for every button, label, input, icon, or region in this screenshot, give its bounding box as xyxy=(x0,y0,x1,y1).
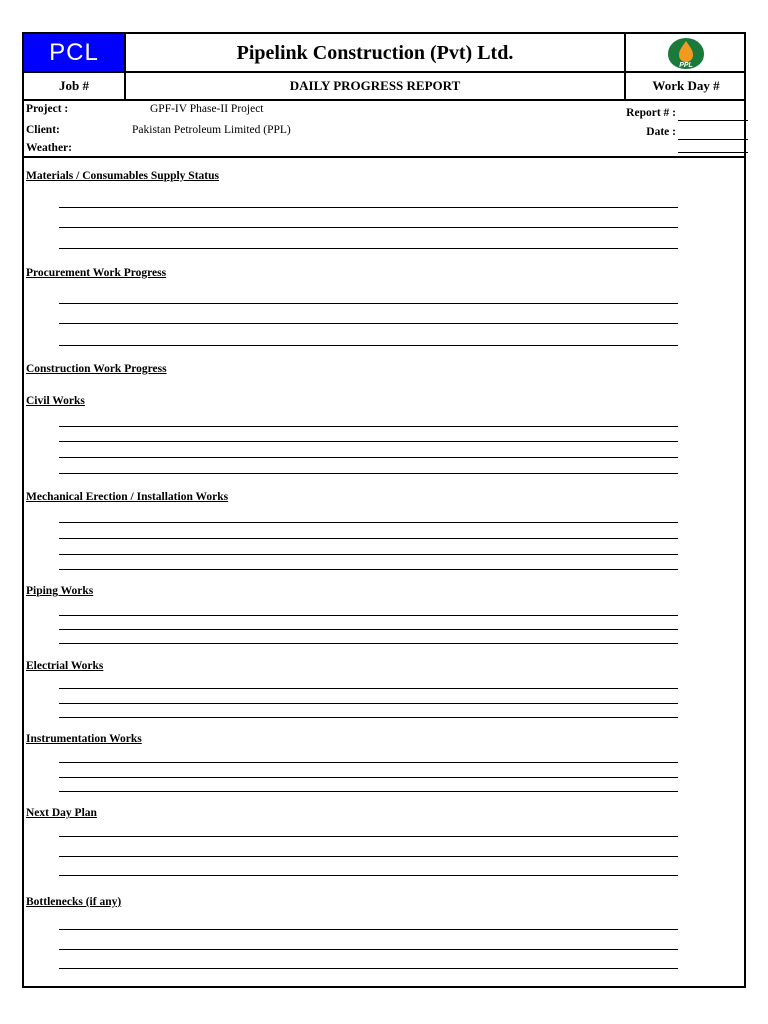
section-civil: Civil Works xyxy=(26,395,85,407)
entry-line[interactable] xyxy=(59,303,678,304)
date-label: Date : xyxy=(646,126,676,138)
entry-line[interactable] xyxy=(59,227,678,228)
job-label-text: Job # xyxy=(59,78,89,93)
entry-line[interactable] xyxy=(59,569,678,570)
work-day-label xyxy=(626,72,746,100)
weather-label: Weather: xyxy=(26,142,72,154)
entry-line[interactable] xyxy=(59,762,678,763)
project-label: Project : xyxy=(26,103,69,115)
entry-line[interactable] xyxy=(59,717,678,718)
section-electrical: Electrial Works xyxy=(26,660,104,672)
date-field[interactable] xyxy=(678,139,748,140)
entry-line[interactable] xyxy=(59,791,678,792)
section-instrumentation: Instrumentation Works xyxy=(26,733,142,745)
entry-line[interactable] xyxy=(59,441,678,442)
entry-line[interactable] xyxy=(59,836,678,837)
company-name: Pipelink Construction (Pvt) Ltd. xyxy=(236,41,514,64)
ppl-logo xyxy=(626,34,746,72)
section-piping: Piping Works xyxy=(26,585,94,597)
section-bottlenecks: Bottlenecks (if any) xyxy=(26,896,122,908)
section-procurement: Procurement Work Progress xyxy=(26,267,167,279)
report-number-field[interactable] xyxy=(678,120,748,121)
weather-field[interactable] xyxy=(678,152,748,153)
report-number-label: Report # : xyxy=(626,107,676,119)
entry-line[interactable] xyxy=(59,615,678,616)
entry-line[interactable] xyxy=(59,875,678,876)
entry-line[interactable] xyxy=(59,643,678,644)
entry-line[interactable] xyxy=(59,929,678,930)
section-materials: Materials / Consumables Supply Status xyxy=(26,170,219,182)
ppl-logo-icon xyxy=(666,36,706,70)
section-next-day-plan: Next Day Plan xyxy=(26,807,97,819)
divider xyxy=(24,99,744,101)
company-title xyxy=(126,34,626,72)
report-title-text: DAILY PROGRESS REPORT xyxy=(289,78,461,93)
client-label: Client: xyxy=(26,124,60,136)
project-value: GPF-IV Phase-II Project xyxy=(150,103,264,115)
brand-label: PCL xyxy=(49,39,99,66)
work-day-text: Work Day # xyxy=(652,78,720,93)
entry-line[interactable] xyxy=(59,207,678,208)
entry-line[interactable] xyxy=(59,777,678,778)
report-form xyxy=(22,32,746,988)
job-number-label xyxy=(24,72,126,100)
entry-line[interactable] xyxy=(59,703,678,704)
logo-lettering: PPL xyxy=(679,62,693,69)
entry-line[interactable] xyxy=(59,426,678,427)
report-title xyxy=(126,72,626,100)
entry-line[interactable] xyxy=(59,473,678,474)
entry-line[interactable] xyxy=(59,688,678,689)
entry-line[interactable] xyxy=(59,554,678,555)
entry-line[interactable] xyxy=(59,949,678,950)
pcl-brand-box xyxy=(24,34,126,72)
entry-line[interactable] xyxy=(59,323,678,324)
entry-line[interactable] xyxy=(59,968,678,969)
entry-line[interactable] xyxy=(59,457,678,458)
entry-line[interactable] xyxy=(59,345,678,346)
client-value: Pakistan Petroleum Limited (PPL) xyxy=(132,124,291,136)
entry-line[interactable] xyxy=(59,522,678,523)
entry-line[interactable] xyxy=(59,538,678,539)
divider xyxy=(24,156,744,158)
section-mechanical: Mechanical Erection / Installation Works xyxy=(26,491,229,503)
section-construction: Construction Work Progress xyxy=(26,363,167,375)
entry-line[interactable] xyxy=(59,856,678,857)
entry-line[interactable] xyxy=(59,248,678,249)
entry-line[interactable] xyxy=(59,629,678,630)
